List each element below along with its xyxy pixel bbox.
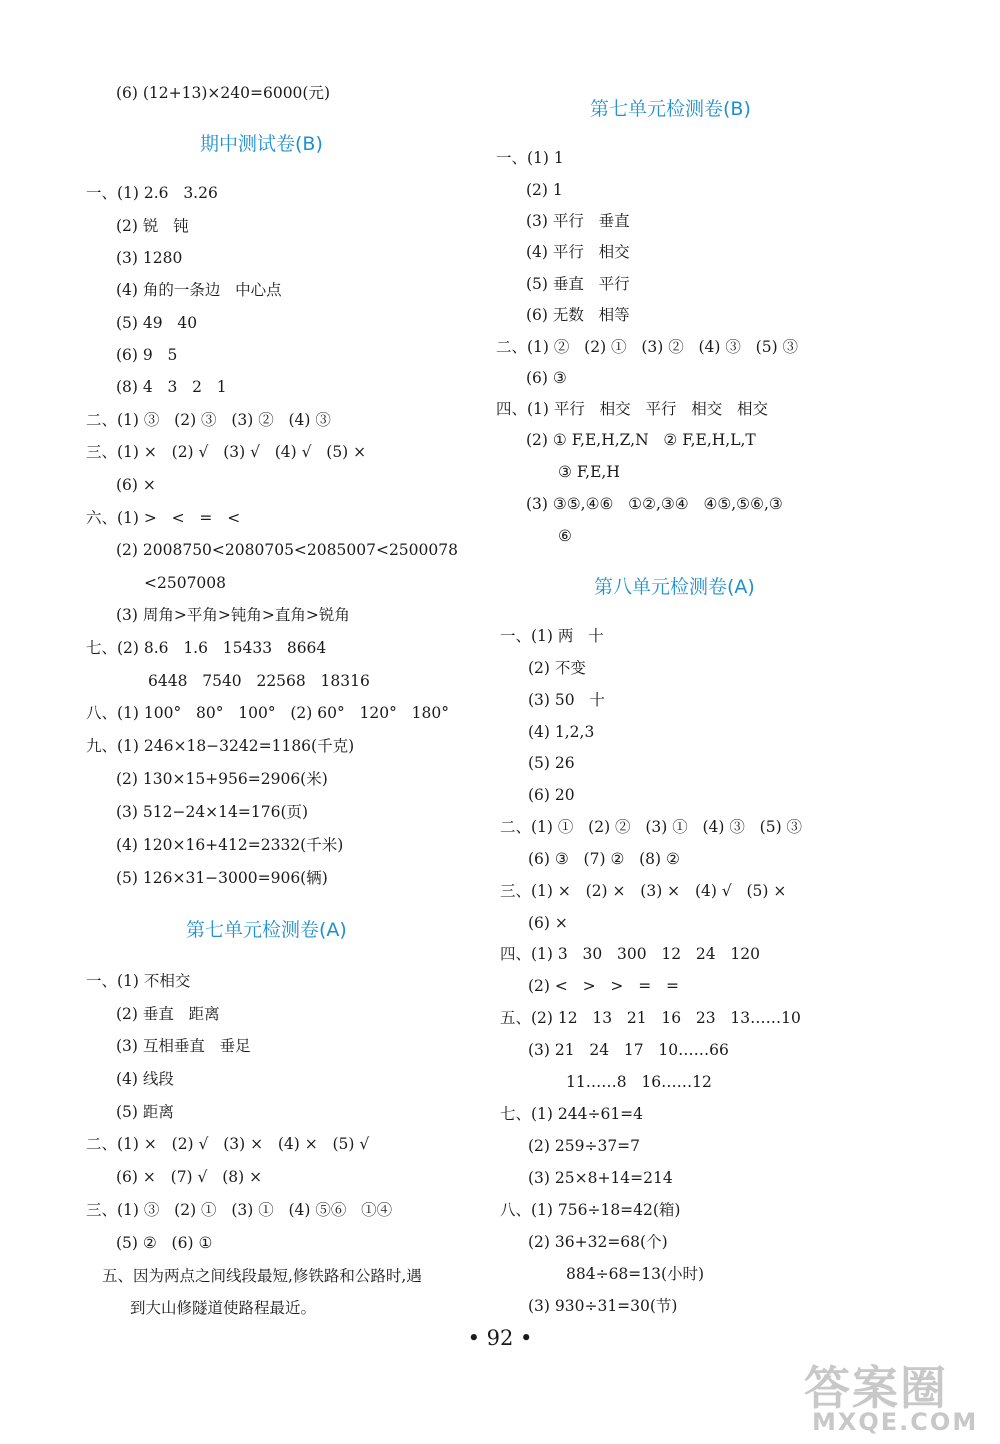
answer-line: (6) 9 5: [116, 346, 178, 364]
watermark-url: MXQE.COM: [812, 1408, 979, 1436]
answer-line: (4) 120×16+412=2332(千米): [116, 836, 344, 854]
answer-line: (3) 21 24 17 10……66: [528, 1041, 729, 1059]
answer-line: (6) (12+13)×240=6000(元): [116, 84, 331, 102]
page-number: • 92 •: [467, 1326, 533, 1350]
answer-line: (2) ① F,E,H,Z,N ② F,E,H,L,T: [526, 431, 756, 449]
section-heading-midterm-b: 期中测试卷(B): [200, 133, 323, 155]
answer-line: 三、(1) × (2) × (3) × (4) √ (5) ×: [500, 882, 787, 900]
answer-line: (8) 4 3 2 1: [116, 378, 227, 396]
answer-line: 一、(1) 1: [496, 149, 564, 167]
answer-line: (3) 50 十: [528, 691, 605, 709]
answer-line: 二、(1) ③ (2) ③ (3) ② (4) ③: [86, 411, 331, 429]
answer-line: 四、(1) 平行 相交 平行 相交 相交: [496, 400, 769, 418]
answer-line: (3) 周角>平角>钝角>直角>锐角: [116, 606, 350, 624]
answer-line: (6) ×: [116, 476, 156, 494]
answer-line: 6448 7540 22568 18316: [148, 672, 370, 690]
answer-line: (5) 126×31−3000=906(辆): [116, 869, 328, 887]
answer-line: (6) 无数 相等: [526, 306, 630, 324]
answer-line: 五、因为两点之间线段最短,修铁路和公路时,遇: [102, 1267, 422, 1285]
answer-line: 九、(1) 246×18−3242=1186(千克): [86, 737, 355, 755]
answer-line: 三、(1) ③ (2) ① (3) ① (4) ⑤⑥ ①④: [86, 1201, 393, 1219]
answer-line: (3) 512−24×14=176(页): [116, 803, 309, 821]
answer-line: (6) × (7) √ (8) ×: [116, 1168, 263, 1186]
section-heading-unit8-a: 第八单元检测卷(A): [594, 576, 755, 598]
answer-line: 八、(1) 100° 80° 100° (2) 60° 120° 180°: [86, 704, 449, 722]
answer-line: (3) 930÷31=30(节): [528, 1297, 678, 1315]
answer-line: 884÷68=13(小时): [566, 1265, 705, 1283]
answer-line: ③ F,E,H: [558, 463, 620, 481]
answer-line: 一、(1) 2.6 3.26: [86, 184, 218, 202]
answer-line: (4) 平行 相交: [526, 243, 630, 261]
answer-line: (2) 130×15+956=2906(米): [116, 770, 328, 788]
watermark-text: 答案圈: [804, 1361, 948, 1415]
answer-line: (4) 线段: [116, 1070, 174, 1088]
answer-line: (2) 不变: [528, 659, 586, 677]
answer-line: (2) 2008750<2080705<2085007<2500078: [116, 541, 458, 559]
answer-line: (2) 36+32=68(个): [528, 1233, 668, 1251]
answer-line: 到大山修隧道使路程最近。: [130, 1299, 317, 1317]
answer-line: (6) ③: [526, 369, 567, 387]
answer-line: (4) 角的一条边 中心点: [116, 281, 282, 299]
answer-line: (5) 垂直 平行: [526, 275, 630, 293]
answer-line: (3) ③⑤,④⑥ ①②,③④ ④⑤,⑤⑥,③: [526, 495, 783, 513]
answer-line: (3) 1280: [116, 249, 183, 267]
section-heading-unit7-b: 第七单元检测卷(B): [590, 98, 751, 120]
answer-line: (2) 1: [526, 181, 563, 199]
answer-line: 二、(1) × (2) √ (3) × (4) × (5) √: [86, 1135, 370, 1153]
answer-line: (3) 25×8+14=214: [528, 1169, 673, 1187]
answer-line: (6) ③ (7) ② (8) ②: [528, 850, 680, 868]
answer-line: 八、(1) 756÷18=42(箱): [500, 1201, 681, 1219]
answer-line: (3) 平行 垂直: [526, 212, 630, 230]
answer-line: (2) 锐 钝: [116, 217, 189, 235]
answer-line: 二、(1) ① (2) ② (3) ① (4) ③ (5) ③: [500, 818, 803, 836]
answer-line: (6) 20: [528, 786, 575, 804]
answer-line: (6) ×: [528, 914, 568, 932]
answer-line: 四、(1) 3 30 300 12 24 120: [500, 945, 760, 963]
watermark-logo: [800, 1352, 996, 1440]
answer-line: (2) 垂直 距离: [116, 1005, 220, 1023]
answer-line: 五、(2) 12 13 21 16 23 13……10: [500, 1009, 801, 1027]
answer-line: (2) < > > = =: [528, 977, 679, 995]
answer-line: 六、(1) > < = <: [86, 509, 241, 527]
answer-line: (5) 26: [528, 754, 575, 772]
answer-line: 一、(1) 两 十: [500, 627, 604, 645]
answer-line: (2) 259÷37=7: [528, 1137, 641, 1155]
answer-line: ⑥: [558, 527, 572, 545]
answer-line: (5) 49 40: [116, 314, 198, 332]
answer-line: (5) 距离: [116, 1103, 174, 1121]
answer-line: (4) 1,2,3: [528, 723, 595, 741]
answer-line: (5) ② (6) ①: [116, 1234, 213, 1252]
answer-line: 二、(1) ② (2) ① (3) ② (4) ③ (5) ③: [496, 338, 799, 356]
answer-line: 七、(1) 244÷61=4: [500, 1105, 644, 1123]
answer-line: (3) 互相垂直 垂足: [116, 1037, 251, 1055]
answer-line: <2507008: [144, 574, 227, 592]
answer-line: 11……8 16……12: [566, 1073, 712, 1091]
answer-line: 一、(1) 不相交: [86, 972, 191, 990]
answer-line: 三、(1) × (2) √ (3) √ (4) √ (5) ×: [86, 443, 367, 461]
section-heading-unit7-a: 第七单元检测卷(A): [186, 919, 347, 941]
answer-line: 七、(2) 8.6 1.6 15433 8664: [86, 639, 327, 657]
